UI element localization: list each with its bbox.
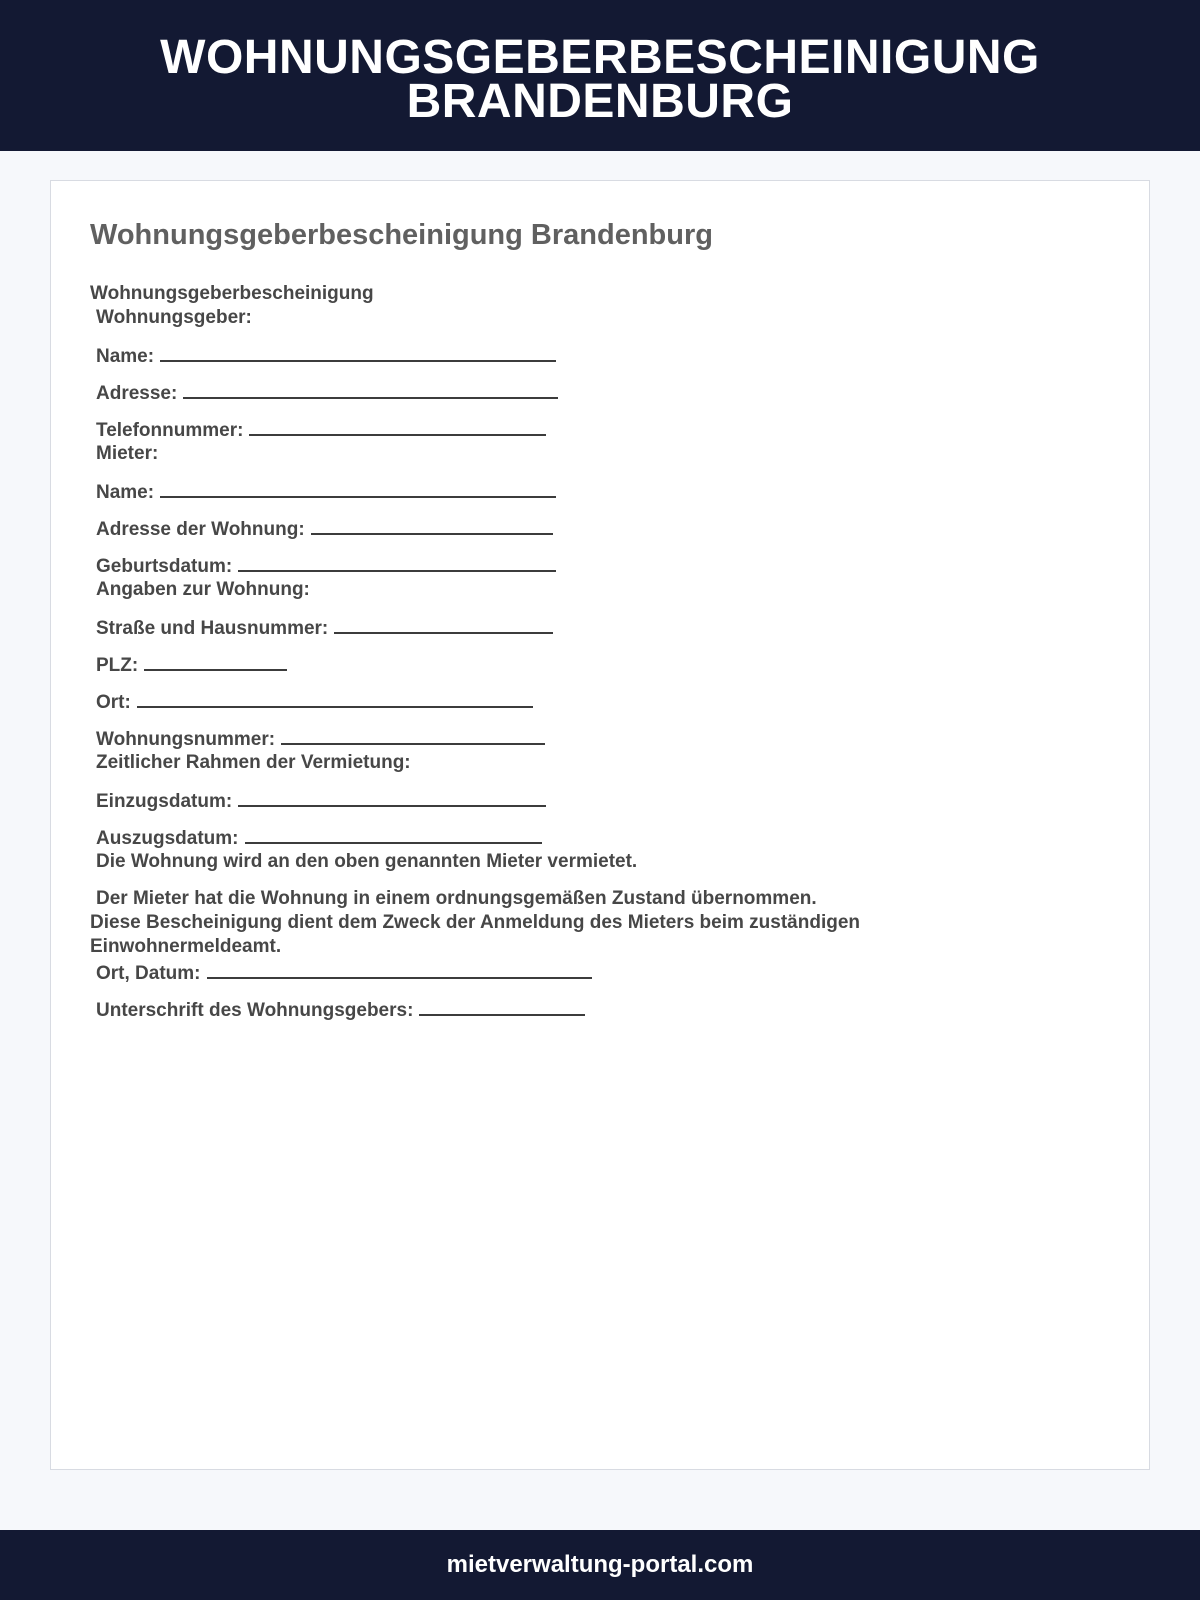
signature-blank[interactable] [419,998,585,1016]
apartment-number-blank[interactable] [281,727,545,745]
section-tenant [96,443,158,465]
landlord-address-blank[interactable] [183,381,558,399]
field-label: Name: [96,482,155,503]
tenant-address-blank[interactable] [311,517,553,535]
city-blank[interactable] [137,690,533,708]
field-tenant-birth [96,554,556,578]
field-label: Einzugsdatum: [96,791,233,812]
document-title: Wohnungsgeberbescheinigung Brandenburg [90,219,713,251]
street-blank[interactable] [334,616,553,634]
page-footer [0,1530,1200,1600]
section-tenant-label: Mieter: [96,443,159,464]
field-street [96,616,553,640]
statement-text: Einwohnermeldeamt. [90,936,282,957]
subtitle-text: Wohnungsgeberbescheinigung [90,283,374,304]
field-label: Unterschrift des Wohnungsgebers: [96,1000,414,1021]
zip-blank[interactable] [144,653,287,671]
landlord-phone-blank[interactable] [249,418,546,436]
section-landlord-label: Wohnungsgeber: [96,307,252,328]
statement-condition [96,888,817,910]
section-period-label: Zeitlicher Rahmen der Vermietung: [96,752,411,773]
field-landlord-name [96,344,556,368]
field-label: Auszugsdatum: [96,828,239,849]
field-label: Name: [96,346,155,367]
field-zip [96,653,287,677]
section-period [96,752,411,774]
move-out-blank[interactable] [245,826,542,844]
field-move-out [96,826,542,850]
field-label: Geburtsdatum: [96,556,233,577]
place-date-blank[interactable] [207,961,592,979]
move-in-blank[interactable] [238,789,546,807]
document-subtitle [90,283,374,305]
section-apartment [96,579,310,601]
tenant-birth-blank[interactable] [238,554,556,572]
field-label: Straße und Hausnummer: [96,618,329,639]
field-landlord-address [96,381,558,405]
section-landlord [96,307,252,329]
landlord-name-blank[interactable] [160,344,556,362]
field-apartment-number [96,727,545,751]
statement-text: Diese Bescheinigung dient dem Zweck der Anmeldung des Mieters beim zuständigen [90,912,861,933]
field-tenant-address [96,517,553,541]
field-tenant-name [96,480,556,504]
field-city [96,690,533,714]
tenant-name-blank[interactable] [160,480,556,498]
field-label: Wohnungsnummer: [96,729,276,750]
section-apartment-label: Angaben zur Wohnung: [96,579,310,600]
header-title: WOHNUNGSGEBERBESCHEINIGUNG BRANDENBURG [160,31,1040,128]
field-landlord-phone [96,418,546,442]
document-card [50,180,1150,1470]
statement-rented [96,851,637,873]
field-label: Ort: [96,692,131,713]
field-label: Ort, Datum: [96,963,201,984]
field-label: Adresse der Wohnung: [96,519,305,540]
field-place-date [96,961,592,985]
field-signature [96,998,585,1022]
footer-site-link[interactable]: mietverwaltung-portal.com [446,1551,754,1578]
field-move-in [96,789,546,813]
statement-purpose [90,912,860,934]
statement-purpose-cont [90,936,281,958]
field-label: Telefonnummer: [96,420,244,441]
statement-text: Der Mieter hat die Wohnung in einem ordnungsgemäßen Zustand übernommen. [96,888,817,909]
field-label: PLZ: [96,655,139,676]
field-label: Adresse: [96,383,178,404]
page-header [0,0,1200,151]
statement-text: Die Wohnung wird an den oben genannten Mieter vermietet. [96,851,638,872]
